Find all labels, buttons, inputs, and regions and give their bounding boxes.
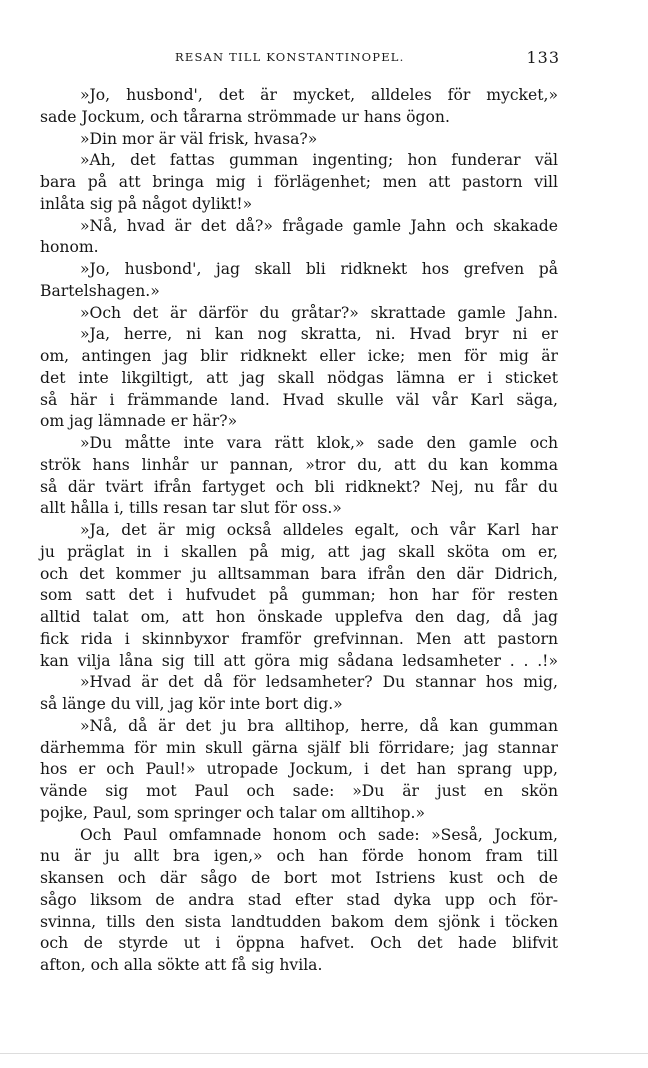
text-line: så länge du vill, jag kör inte bort dig.» bbox=[40, 695, 343, 713]
text-line: sade Jockum, och tårarna strömmade ur hans ögon. bbox=[40, 107, 450, 126]
text-line: alltid talat om, att hon önskade upplefva den dag, då jag bbox=[40, 608, 558, 626]
text-line: »Hvad är det då för ledsamheter? Du stannar hos mig, bbox=[80, 673, 558, 692]
text-line: kan vilja låna sig till att göra mig sådana ledsamheter . . .!» bbox=[40, 651, 558, 670]
text-line: »Du måtte inte vara rätt klok,» sade den gamle och bbox=[80, 434, 558, 452]
text-line: vände sig mot Paul och sade: »Du är just en skön bbox=[40, 782, 558, 800]
text-line: som satt det i hufvudet på gumman; hon har för resten bbox=[40, 586, 558, 605]
text-line: sågo liksom de andra stad efter stad dyka upp och för- bbox=[40, 890, 558, 909]
text-line: pojke, Paul, som springer och talar om alltihop.» bbox=[40, 803, 426, 822]
text-line: honom. bbox=[40, 238, 99, 257]
text-line: »Nå, då är det ju bra alltihop, herre, då kan gumman bbox=[80, 716, 558, 735]
text-line: svinna, tills den sista landtudden bakom dem sjönk i töcken bbox=[40, 912, 558, 931]
text-line: inlåta sig på något dylikt!» bbox=[40, 194, 253, 213]
running-title: RESAN TILL KONSTANTINOPEL. bbox=[175, 50, 405, 64]
text-line: »Ah, det fattas gumman ingenting; hon funderar väl bbox=[80, 151, 558, 170]
text-line: »Jo, husbond', det är mycket, alldeles för mycket,» bbox=[80, 86, 558, 104]
text-line: därhemma för min skull gärna själf bli förridare; jag stannar bbox=[40, 738, 558, 757]
text-line: om, antingen jag blir ridknekt eller icke; men för mig är bbox=[40, 347, 558, 365]
text-line: »Och det är därför du gråtar?» skrattade gamle Jahn. bbox=[80, 303, 558, 322]
text-line: »Nå, hvad är det då?» frågade gamle Jahn och skakade bbox=[80, 216, 558, 235]
scan-bottom-edge bbox=[0, 1053, 648, 1068]
text-line: så där tvärt ifrån fartyget och bli ridknekt? Nej, nu får du bbox=[40, 477, 558, 496]
text-line: Bartelshagen.» bbox=[40, 281, 160, 300]
text-line: »Jo, husbond', jag skall bli ridknekt hos grefven på bbox=[80, 260, 558, 278]
text-line: Och Paul omfamnade honom och sade: »Seså, Jockum, bbox=[80, 825, 558, 844]
text-line: och det kommer ju alltsamman bara ifrån den där Didrich, bbox=[40, 564, 558, 583]
text-line: och de styrde ut i öppna hafvet. Och det hade blifvit bbox=[40, 934, 558, 953]
text-line: hos er och Paul!» utropade Jockum, i det han sprang upp, bbox=[40, 760, 558, 779]
text-line: »Din mor är väl frisk, hvasa?» bbox=[80, 129, 318, 148]
text-line: »Ja, det är mig också alldeles egalt, och vår Karl har bbox=[80, 521, 558, 539]
text-line: det inte likgiltigt, att jag skall nödgas lämna er i sticket bbox=[40, 368, 558, 387]
page-header bbox=[40, 48, 560, 72]
body-text bbox=[40, 85, 558, 977]
text-line: bara på att bringa mig i förlägenhet; men att pastorn vill bbox=[40, 173, 558, 191]
text-line: ju präglat in i skallen på mig, att jag skall sköta om er, bbox=[40, 542, 558, 561]
text-line: fick rida i skinnbyxor framför grefvinnan. Men att pastorn bbox=[40, 629, 558, 648]
text-line: så här i främmande land. Hvad skulle väl vår Karl säga, bbox=[40, 390, 558, 409]
text-line: om jag lämnade er här?» bbox=[40, 412, 238, 431]
text-line: allt hålla i, tills resan tar slut för oss.» bbox=[40, 499, 342, 518]
page-number: 133 bbox=[526, 48, 560, 67]
text-line: afton, och alla sökte att få sig hvila. bbox=[40, 956, 323, 974]
text-line: strök hans linhår ur pannan, »tror du, att du kan komma bbox=[40, 455, 558, 474]
text-line: skansen och där sågo de bort mot Istriens kust och de bbox=[40, 869, 558, 887]
text-line: nu är ju allt bra igen,» och han förde honom fram till bbox=[40, 847, 558, 866]
text-line: »Ja, herre, ni kan nog skratta, ni. Hvad bryr ni er bbox=[80, 325, 558, 344]
